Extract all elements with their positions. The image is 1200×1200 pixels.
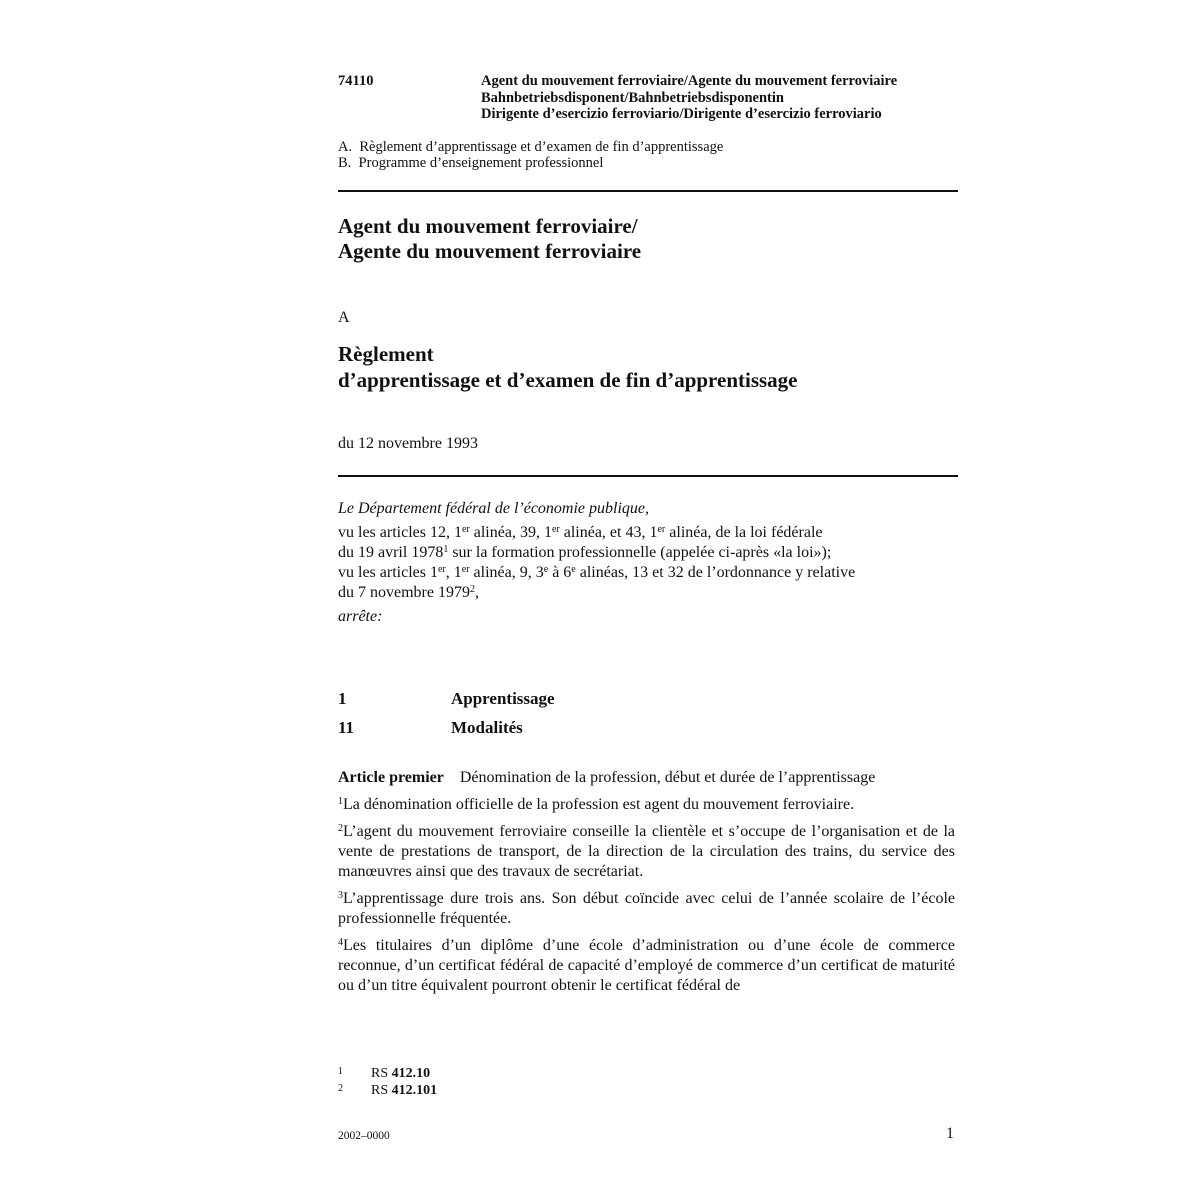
- regulation-title-line: d’apprentissage et d’examen de fin d’apprentissage: [338, 367, 798, 392]
- footnote: 2 RS 412.101: [338, 1083, 438, 1098]
- regulation-title-line: Règlement: [338, 342, 434, 366]
- title-line-fr: Agent du mouvement ferroviaire/Agente du mouvement ferroviaire: [481, 73, 898, 89]
- preamble-line: vu les articles 12, 1er alinéa, 39, 1er alinéa, et 43, 1er alinéa, de la loi fédérale: [338, 524, 823, 541]
- divider: [338, 190, 958, 192]
- article-paragraph: $^4$Les titulaires d’un diplôme d’une école d’administration ou d’une école de commerce reconnue, d’un certificat fédéral de capacité d’employé de commerce d’un certificat de maturité ou d’un titre équivalent pourront obtenir le certificat fédéral de: [338, 937, 955, 994]
- section-heading: [338, 718, 523, 738]
- regulation-title: [338, 342, 798, 393]
- footnote-ref[interactable]: 1: [443, 544, 449, 555]
- main-title-line: Agente du mouvement ferroviaire: [338, 239, 642, 263]
- preamble-line: du 7 novembre 1979$^2$,: [338, 584, 479, 601]
- section-letter: A: [338, 309, 350, 326]
- preamble-line: vu les articles 1er, 1er alinéa, 9, 3e à 6e alinéas, 13 et 32 de l’ordonnance y relative: [338, 564, 856, 581]
- footnotes: [338, 1064, 437, 1098]
- article-label: Article premier: [338, 769, 444, 786]
- profession-titles: [481, 73, 897, 123]
- chapter-number: 1: [338, 689, 347, 708]
- main-title-line: Agent du mouvement ferroviaire/: [338, 214, 638, 238]
- part-a: A. Règlement d’apprentissage et d’examen de fin d’apprentissage: [338, 139, 724, 155]
- article-title: Dénomination de la profession, début et durée de l’apprentissage: [459, 769, 876, 786]
- article-paragraph: $^1$La dénomination officielle de la profession est agent du mouvement ferroviaire.: [338, 796, 855, 813]
- article-paragraph: $^3$L’apprentissage dure trois ans. Son début coïncide avec celui de l’année scolaire de l’école professionnelle fréquentée.: [338, 890, 955, 927]
- preamble-authority: Le Département fédéral de l’économie publique,: [338, 500, 650, 517]
- title-line-it: Dirigente d’esercizio ferroviario/Dirigente d’esercizio ferroviario: [481, 106, 882, 122]
- footnote: 1 RS 412.10: [338, 1066, 431, 1081]
- preamble-line: du 19 avril 1978$^1$ sur la formation professionnelle (appelée ci-après «la loi»);: [338, 544, 832, 561]
- main-title: [338, 214, 641, 264]
- divider: [338, 475, 958, 477]
- section-title: Modalités: [451, 718, 523, 737]
- section-number: 11: [338, 718, 355, 737]
- article-heading: [338, 768, 955, 788]
- profession-code: 74110: [338, 73, 374, 89]
- document-number: 2002–0000: [338, 1130, 390, 1142]
- preamble-decree: arrête:: [338, 608, 383, 625]
- footnote-ref[interactable]: 2: [469, 584, 475, 595]
- preamble: [338, 499, 958, 627]
- article-body: [338, 768, 955, 1003]
- chapter-title: Apprentissage: [451, 689, 555, 708]
- page-number: 1: [946, 1125, 954, 1142]
- part-b: B. Programme d’enseignement professionnel: [338, 155, 604, 171]
- article-paragraph: $^2$L’agent du mouvement ferroviaire conseille la clientèle et s’occupe de l’organisation et de la vente de prestations de transport, de la direction de la circulation des trains, du service des manœuvres ainsi que des travaux de secrétariat.: [338, 823, 955, 880]
- chapter-heading: [338, 689, 555, 709]
- regulation-date: du 12 novembre 1993: [338, 435, 478, 452]
- parts-list: [338, 139, 723, 171]
- title-line-de: Bahnbetriebsdisponent/Bahnbetriebsdisponentin: [481, 89, 784, 106]
